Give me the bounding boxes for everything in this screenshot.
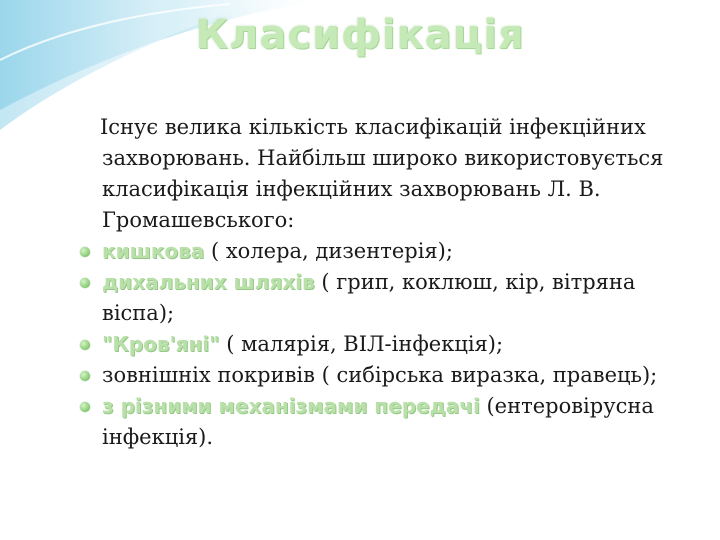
highlight-term: з різними механізмами передачі (102, 394, 480, 418)
list-item (80, 329, 710, 360)
item-text: зовнішніх покривів ( сибірська виразка, правець); (102, 363, 658, 387)
list-item (80, 360, 710, 391)
list-item (80, 267, 710, 329)
slide-title: Класифікація (195, 12, 525, 58)
item-text: ( малярія, ВІЛ-інфекція); (219, 332, 504, 356)
highlight-term: "Кров'яні" (102, 332, 220, 356)
list-item (80, 391, 710, 453)
item-text: ( грип, коклюш, кір, вітряна віспа); (102, 270, 636, 325)
bullet-icon (80, 402, 90, 412)
list-item (80, 236, 710, 267)
item-text: (ентеровірусна інфекція). (102, 394, 654, 449)
bullet-icon (80, 371, 90, 381)
slide-body (80, 112, 710, 453)
highlight-term: кишкова (102, 239, 205, 263)
item-text: ( холера, дизентерія); (204, 239, 453, 263)
bullet-icon (80, 278, 90, 288)
intro-paragraph: Існує велика кількість класифікацій інфекційних захворювань. Найбільш широко використовується класифікація інфекційних захворювань Л. В. Громашевського: (100, 115, 664, 232)
bullet-icon (80, 340, 90, 350)
bullet-icon (80, 247, 90, 257)
highlight-term: дихальних шляхів (102, 270, 315, 294)
classification-list (80, 236, 710, 453)
